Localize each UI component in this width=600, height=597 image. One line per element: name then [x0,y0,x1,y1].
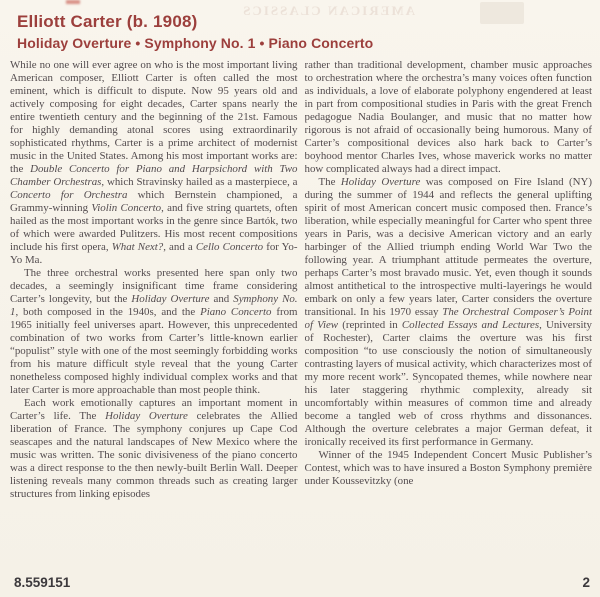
text-segment: celebrates the Allied liberation of France. The symphony conjures up Cape Cod seascapes and the natural landscapes of New Mexico where the music was written. The sonic divisiveness of the piano concerto was a direct response to the then newly-built Berlin Wall. Deeper listening reveals many common threads such as creating larger structures from linking episodes [10,410,298,500]
text-column-right [305,59,593,565]
text-segment: , and five string quartets, often hailed as the most important works in the genre since Bartók, two of which were awarded Pulitzers. His most recent compositions include his first opera, [10,202,298,253]
text-segment: , University of Rochester), Carter claims the overture was his first composition “to use consciously the notion of simultaneously contrasting layers of musical activity, which characterizes most of my more recent work”. Syncopated themes, while nowhere near his later staggering rhythmic complexity, already sit uncomfortably within measures of common time and already become a tangled web of cross rhythms and dissonances. Although the overture celebrates a major German defeat, it ironically received its first performance in Germany. [304,319,592,448]
page-number: 2 [582,575,590,590]
text-segment: for Yo-Yo Ma. [10,241,298,266]
paragraph [10,59,298,267]
work-title-italic: What Next? [111,241,164,253]
text-segment: and [209,293,234,305]
text-segment: (reprinted in [338,319,402,331]
text-segment: , which Stravinsky hailed as a masterpiece, a [101,176,298,188]
liner-notes-body [10,59,592,565]
text-segment: from 1965 initially feel universes apart. However, this unprecedented combination of two works from Carter’s little-known earlier “populist” style with one of the most seemingly forbidding works from his mature difficult style reveal that the young Carter nonetheless composed highly individual complex works and that later Carter is more approachable than most people think. [10,306,298,396]
work-title-italic: The Orchestral Composer’s Point of View [304,306,592,331]
work-title-italic: Concerto for Orchestra [10,189,128,201]
scan-edge-red-mark [66,0,80,4]
work-title-italic: Symphony No. 1 [10,293,298,318]
text-segment: rather than traditional development, chamber music approaches to orchestration where the orchestra’s many voices often function as individuals, a love of elaborate polyphony engendered at least in part from compositional studies in Paris with the great French pedagogue Nadia Boulanger, and music that no matter how rigorous is not afraid of occasionally being humorous. Many of Carter’s compositional devices also hark back to Carter’s boyhood mentor Charles Ives, whose maverick works no matter how complicated always had a direct impact. [304,59,592,175]
paragraph [305,59,593,176]
text-segment: , both composed in the 1940s, and the [15,306,201,318]
work-title-italic: Violin Concerto [91,202,162,214]
paragraph [305,176,593,449]
text-segment: The three orchestral works presented here span only two decades, a seemingly insignificant time frame considering Carter’s longevity, but the [10,267,298,305]
works-subtitle: Holiday Overture • Symphony No. 1 • Piano Concerto [17,35,374,51]
text-segment: While no one will ever agree on who is the most important living American composer, Elliott Carter is often called the most eminent, which is difficult to dispute. Now 95 years old and actively composing for eight decades, Carter spans nearly the entire twentieth century and the beginning of the 21st. Famous for highly demanding atonal scores using extraordinarily sophisticated rhythms, Carter is a prime architect of modernist music in the United States. Among his most important works are: the [10,59,298,175]
text-column-left [10,59,298,565]
paragraph [10,267,298,397]
text-segment: , and a [163,241,196,253]
work-title-italic: Holiday Overture [105,410,188,422]
work-title-italic: Collected Essays and Lectures [401,319,540,331]
catalog-number: 8.559151 [14,575,71,590]
bleed-through-logo-block [480,2,524,24]
text-segment: which Bernstein championed, a Grammy-winning [10,189,298,214]
work-title-italic: Cello Concerto [195,241,264,253]
text-segment: was composed on Fire Island (NY) during the summer of 1944 and reflects the general uplifting spirit of most American concert music composed then. France’s liberation, while especially meaningful for Carter who spent three years in Paris, was a decisive American victory and an early harbinger of the Allied triumph ending World War Two the following year. A triumphant attitude permeates the overture, perhaps Carter’s most bravado music. Yet, even though it sounds almost antithetical to the introspective multi-layerings he would embark on only a few years later, Carter considers the overture transitional. In his 1970 essay [304,176,592,318]
text-segment: Winner of the 1945 Independent Concert Music Publisher’s Contest, which was to have insured a Boston Symphony première under Koussevitzky (one [304,449,592,487]
work-title-italic: Holiday Overture [131,293,210,305]
bleed-through-text: AMERICAN CLASSICS [241,3,415,18]
paragraph [305,449,593,488]
work-title-italic: Piano Concerto [200,306,272,318]
text-segment: Each work emotionally captures an important moment in Carter’s life. The [10,397,298,422]
work-title-italic: Double Concerto for Piano and Harpsichord with Two Chamber Orchestras [10,163,298,188]
paragraph [10,397,298,501]
text-segment: The [318,176,341,188]
composer-title: Elliott Carter (b. 1908) [17,12,198,31]
page-footer [14,575,590,590]
work-title-italic: Holiday Overture [340,176,421,188]
